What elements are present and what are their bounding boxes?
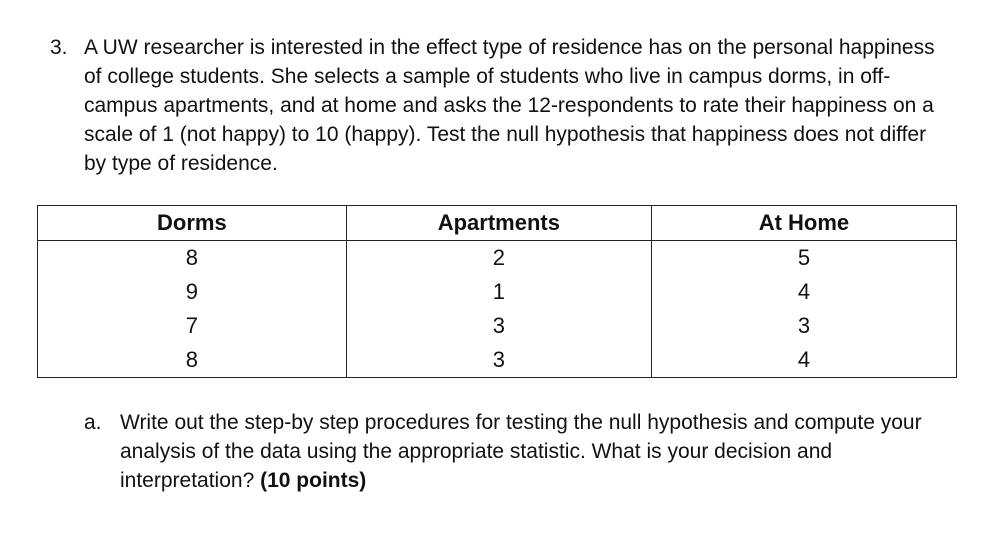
- table-cell: 3: [346, 309, 651, 343]
- table-cell: 8: [38, 343, 347, 378]
- table-cell: 5: [651, 241, 956, 276]
- header-dorms: Dorms: [38, 206, 347, 241]
- problem-number: 3.: [50, 36, 68, 59]
- table-row: [38, 309, 957, 343]
- table-cell: 1: [346, 275, 651, 309]
- table-cell: 2: [346, 241, 651, 276]
- table-row: [38, 343, 957, 378]
- subquestion-letter: a.: [84, 411, 102, 434]
- table-cell: 3: [346, 343, 651, 378]
- table-row: [38, 241, 957, 276]
- table-cell: 3: [651, 309, 956, 343]
- table-cell: 7: [38, 309, 347, 343]
- subquestion-text: Write out the step-by step procedures for testing the null hypothesis and compute your analysis of the data using the appropriate statistic. What is your decision and interpretation?: [120, 411, 922, 492]
- points-label: (10 points): [260, 469, 367, 492]
- table-cell: 4: [651, 343, 956, 378]
- header-at-home: At Home: [651, 206, 956, 241]
- table-row: [38, 275, 957, 309]
- header-apartments: Apartments: [346, 206, 651, 241]
- table-cell: 4: [651, 275, 956, 309]
- problem-text: A UW researcher is interested in the effect type of residence has on the personal happiness of college students. She selects a sample of students who live in campus dorms, in off-campus apartments, and at home and asks the 12-respondents to rate their happiness on a scale of 1 (not happy) to 10 (happy). Test the null hypothesis that happiness does not differ by type of residence.: [84, 36, 935, 175]
- table-cell: 9: [38, 275, 347, 309]
- data-table: [37, 205, 957, 378]
- table-cell: 8: [38, 241, 347, 276]
- table-header-row: [38, 206, 957, 241]
- subquestion-text-block: [120, 408, 940, 495]
